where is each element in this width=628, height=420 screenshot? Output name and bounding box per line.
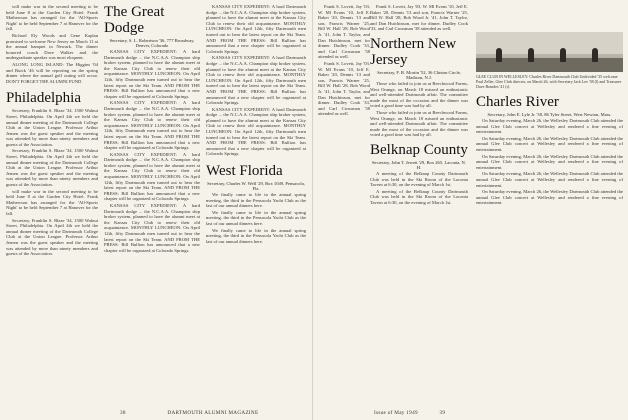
column-text: On Saturday evening, March 26, the Wellesley Dartmouth Club attended the annual Glee Club concert at Wellesley and rendered a fine evening of entertainment. bbox=[476, 135, 623, 152]
column-text: On Saturday evening, March 26, the Wellesley Dartmouth Club attended the annual Glee Club concert at Wellesley and rendered a fine evening of entertainment. bbox=[476, 118, 623, 135]
left-page bbox=[0, 0, 313, 420]
column-text: will make war in the second meeting to be held June 8 at the Garden City Hotel. Frank Mathewson has arranged for the 'All-Sports Night' to be held September 7 at Hanover for the fall. bbox=[6, 4, 98, 32]
page-footer bbox=[374, 410, 445, 416]
person-figure bbox=[560, 48, 566, 62]
person-figure bbox=[528, 48, 534, 62]
page-number: 39 bbox=[439, 410, 446, 416]
page-number: 38 bbox=[120, 410, 126, 416]
column-text: On Saturday evening, March 26, the Wellesley Dartmouth Club attended the annual Glee Club concert at Wellesley and rendered a fine evening of entertainment. bbox=[476, 153, 623, 170]
column-text: We finally came to life in the annual spring meeting, the third in the Pensacola Yacht Club as the last of our annual dinners here. bbox=[206, 209, 306, 226]
column-text: Secretary, Franklin S. Blaze '34, 1500 Walnut Street, Philadelphia. On April 4th we held the annual dinner meeting of the Dartmouth College Club at the Union League. Professor Arthur Jensen was the guest speaker and the meeting was attended by more than ninety members and guests of the Association. bbox=[6, 108, 98, 147]
magazine-issue: Issue of May 1949 bbox=[374, 410, 418, 416]
magazine-title: DARTMOUTH ALUMNI MAGAZINE bbox=[167, 410, 259, 416]
section-subheading: Secretary, F. B. Mortin '52, 36 Clinton Circle, Madison, N.J. bbox=[377, 69, 461, 80]
left-column-2 bbox=[104, 4, 200, 254]
column-text: KANSAS CITY EXPEDIENT: A hard Dartmouth dodge ... the N.C.A.A. Champion ship broker system, planned to have the alumni meet at the Kansas City Club to renew their old acquaintance. MONTHLY LUNCHEON: On April 12th, fifty Dartmouth men turned out to hear the latest report on the Ski Team. AND FROM THE PRESS: Bill Bullion has announced that a new chapter will be organized at Colorado Springs. bbox=[206, 4, 306, 54]
section-subheading: Secretary, Charles W. Well '29, Box 1049, Pensacola, Fla. bbox=[207, 181, 305, 192]
column-text: A meeting of the Belknap County Dartmouth Club was held in the Ski Room of the Laconia Tavern at 6:30, on the evening of March 1st. bbox=[370, 170, 468, 188]
column-text: On Saturday evening, March 26, the Wellesley Dartmouth Club attended the annual Glee Club concert at Wellesley and rendered a fine evening of entertainment. bbox=[476, 171, 623, 188]
column-text: On Saturday evening, March 26, the Wellesley Dartmouth Club attended the annual Glee Club concert at Wellesley and rendered a fine evening of entertainment. bbox=[476, 189, 623, 206]
section-subheading: Secretary, John E. Lyle Jr. '38, 86 Tyler Street, West Newton, Mass. bbox=[487, 112, 612, 117]
column-text: Secretary, Franklin S. Blaze '34, 1500 Walnut Street, Philadelphia. On April 4th we held the annual dinner meeting of the Dartmouth College Club at the Union League. Professor Arthur Jensen was the guest speaker and the meeting was attended by more than ninety members and guests of the Association. bbox=[6, 217, 98, 257]
right-column-2 bbox=[370, 4, 468, 206]
left-column-3 bbox=[206, 4, 306, 245]
charles-river-section bbox=[476, 94, 623, 207]
column-text: will make war in the second meeting to be held June 8 at the Garden City Hotel. Frank Mathewson has arranged for the 'All-Sports Night' to be held September 7 at Hanover for the fall. bbox=[6, 188, 98, 216]
column-text: KANSAS CITY EXPEDIENT: A hard Dartmouth dodge ... the N.C.A.A. Champion ship broker system, planned to have the alumni meet at the Kansas City Club to renew their old acquaintance. MONTHLY LUNCHEON: On April 12th, fifty Dartmouth men turned out to hear the latest report on the Ski Team. AND FROM THE PRESS: Bill Bullion has announced that a new chapter will be organized at Colorado Springs. bbox=[206, 106, 306, 157]
left-column-1 bbox=[6, 4, 98, 258]
column-text: Those who failed to join us at Beechwood Farms, West Orange, on March 18 missed an enthusiastic and well-attended Dartmouth affair. The committee made the most of the occasion and the dinner was voted a good time was had by all. bbox=[370, 80, 468, 109]
column-text: Frank S. Lovett, Jay '03, W. Ml Evans '10, Jeff E. Baker '20, Dennis '13 and son, Francis Warner '25, Bill W. Hall '28, Bob Wood Jr. '41, John T. Taylor, and Dan Hutchinson, met for dinner. Dudley Cook '33, and Carl Crossman '38 attended as well. bbox=[370, 4, 468, 32]
section-heading: The Great Dodge bbox=[104, 4, 165, 36]
section-subheading: Secretary, John T. Jewett '29, Box 265, Laconia, N. H. bbox=[372, 159, 466, 170]
section-heading: Charles River bbox=[476, 94, 559, 110]
right-column-1 bbox=[318, 4, 370, 118]
page-footer bbox=[120, 410, 258, 416]
column-text: KANSAS CITY EXPEDIENT: A hard Dartmouth dodge ... the N.C.A.A. Champion ship broker system, planned to have the alumni meet at the Kansas City Club to renew their old acquaintance. MONTHLY LUNCHEON: On April 12th, fifty Dartmouth men turned out to hear the latest report on the Ski Team. AND FROM THE PRESS: Bill Bullion has announced that a new chapter will be organized at Colorado Springs. bbox=[104, 49, 200, 99]
column-text: We finally came to life in the annual spring meeting, the third in the Pensacola Yacht Club as the last of our annual dinners here. bbox=[206, 192, 306, 209]
column-text: Those who failed to join us at Beechwood Farms, West Orange, on March 18 missed an enthusiastic and well-attended Dartmouth affair. The committee made the most of the occasion and the dinner was voted a good time was had by all. bbox=[370, 109, 468, 138]
column-text: Frank S. Lovett, Jay '03, W. Ml Evans '10, Jeff E. Baker '20, Dennis '13 and son, Francis Warner '25, Bill W. Hall '28, Bob Wood Jr. '41, John T. Taylor, and Dan Hutchinson, met for dinner. Dudley Cook '33, and Carl Crossman '38 attended as well. bbox=[318, 4, 370, 60]
section-heading: Philadelphia bbox=[6, 90, 81, 107]
person-figure bbox=[496, 48, 502, 62]
column-text: We finally came to life in the annual spring meeting, the third in the Pensacola Yacht Club as the last of our annual dinners here. bbox=[206, 227, 306, 244]
column-text: Secretary, Franklin S. Blaze '34, 1500 Walnut Street, Philadelphia. On April 4th we held the annual dinner meeting of the Dartmouth College Club at the Union League. Professor Arthur Jensen was the guest speaker and the meeting was attended by more than ninety members and guests of the Association. bbox=[6, 148, 98, 188]
column-text: KANSAS CITY EXPEDIENT: A hard Dartmouth dodge ... the N.C.A.A. Champion ship broker system, planned to have the alumni meet at the Kansas City Club to renew their old acquaintance. MONTHLY LUNCHEON: On April 12th, fifty Dartmouth men turned out to hear the latest report on the Ski Team. AND FROM THE PRESS: Bill Bullion has announced that a new chapter will be organized at Colorado Springs. bbox=[206, 55, 306, 106]
section-heading: Belknap County bbox=[370, 141, 468, 158]
column-text: Richard Ely Woods and Gene Kaplan promised to welcome New Jersey on March 11 at the annual banquet in Newark. The dinner honored coach Dave Walker and the undergraduate speaker was most eloquent. bbox=[6, 32, 98, 61]
glee-club-photo bbox=[476, 32, 623, 72]
person-figure bbox=[592, 48, 598, 62]
column-text: Frank S. Lovett, Jay '03, W. Ml Evans '10, Jeff E. Baker '20, Dennis '13 and son, Francis Warner '25, Bill W. Hall '28, Bob Wood Jr. '41, John T. Taylor, and Dan Hutchinson, met for dinner. Dudley Cook '33, and Carl Crossman '38 attended as well. bbox=[318, 60, 370, 117]
column-text: ALONG LONG ISLAND: The Higgins '04 and Buick '46 will be reporting on the spring dinner where the annual golf outing will occur. DON'T FORGET THE ALUMNI FUND bbox=[6, 61, 98, 84]
column-text: KANSAS CITY EXPEDIENT: A hard Dartmouth dodge ... the N.C.A.A. Champion ship broker system, planned to have the alumni meet at the Kansas City Club to renew their old acquaintance. MONTHLY LUNCHEON: On April 12th, fifty Dartmouth men turned out to hear the latest report on the Ski Team. AND FROM THE PRESS: Bill Bullion has announced that a new chapter will be organized at Colorado Springs. bbox=[104, 203, 200, 253]
column-text: KANSAS CITY EXPEDIENT: A hard Dartmouth dodge ... the N.C.A.A. Champion ship broker system, planned to have the alumni meet at the Kansas City Club to renew their old acquaintance. MONTHLY LUNCHEON: On April 12th, fifty Dartmouth men turned out to hear the latest report on the Ski Team. AND FROM THE PRESS: Bill Bullion has announced that a new chapter will be organized at Colorado Springs. bbox=[104, 100, 200, 151]
section-subheading: Secretary, S. L. Robertson '36, 777 Broadway, Denver, Colorado bbox=[109, 38, 195, 48]
section-heading: Northern New Jersey bbox=[370, 35, 457, 68]
photo-caption: GLEE CLUB IN WELLESLEY: Charles River Dartmouth Club Undivided '35 welcome Paul Zeller, Glee Club director, on March 26, with Secretary Jack Lee '38 (l) and Treasurer Dave Brandes '41 (r). bbox=[476, 74, 622, 89]
section-heading: West Florida bbox=[206, 163, 283, 180]
column-text: A meeting of the Belknap County Dartmouth Club was held in the Ski Room of the Laconia Tavern at 6:30, on the evening of March 1st. bbox=[370, 188, 468, 205]
column-text: KANSAS CITY EXPEDIENT: A hard Dartmouth dodge ... the N.C.A.A. Champion ship broker system, planned to have the alumni meet at the Kansas City Club to renew their old acquaintance. MONTHLY LUNCHEON: On April 12th, fifty Dartmouth men turned out to hear the latest report on the Ski Team. AND FROM THE PRESS: Bill Bullion has announced that a new chapter will be organized at Colorado Springs. bbox=[104, 151, 200, 202]
